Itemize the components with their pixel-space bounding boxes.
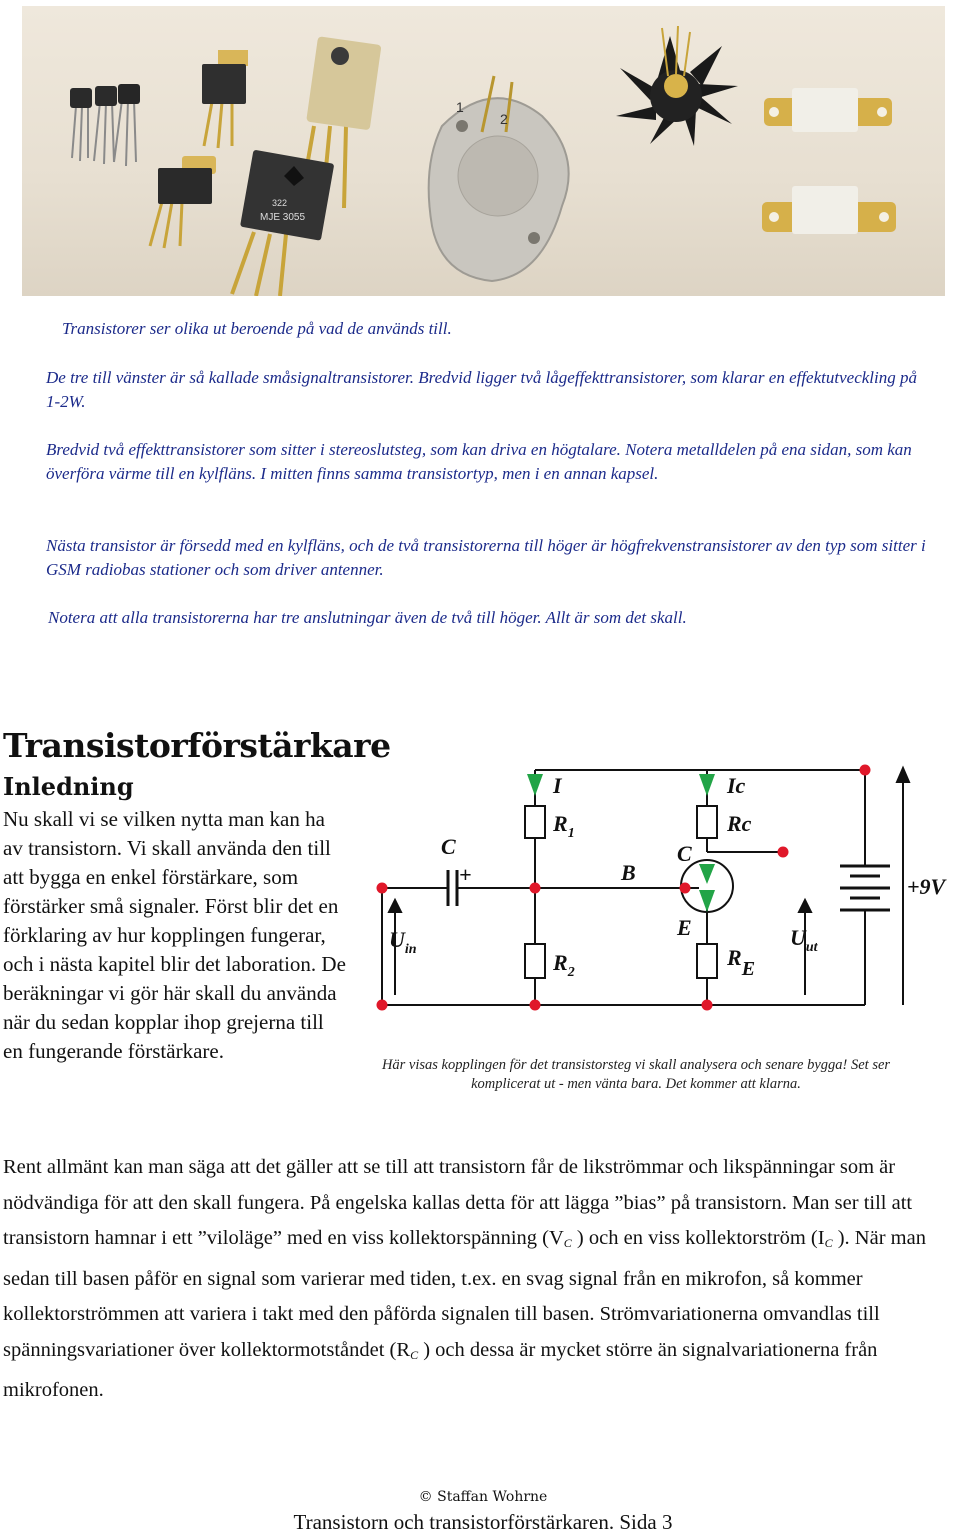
transistor-photo [22,6,945,296]
transistor-arrow-emitter [699,890,715,912]
current-arrow-i [527,774,543,796]
node-base [680,883,691,894]
current-arrow-ic [699,774,715,796]
resistor-rc [697,806,717,838]
photo-caption-2 [46,366,926,438]
resistor-re [697,944,717,978]
body-paragraph [3,1150,953,1409]
photo-part-label-2: 2 [500,111,508,127]
caption-text: Notera att alla transistorerna har tre anslutningar även de två till höger. Allt är som det skall. [48,608,687,627]
heatsink-transistor [616,26,738,146]
label-ic: Ic [727,773,746,798]
caption-text: Nästa transistor är försedd med en kylfläns, och de två transistorerna till höger är högfrekvenstransistorer av den typ som sitter i GSM radiobas stationer och som driver antenner. [46,536,926,579]
section-subtitle: Inledning [3,772,134,801]
label-plus: + [459,862,472,887]
node-supply [860,765,871,776]
photo-caption-3 [46,438,926,510]
label-supply-voltage: +9V [907,874,946,899]
capacitor-symbol [448,870,457,906]
label-uut: $U_{ut}$ [790,925,818,955]
body-text-1: Rent allmänt kan man säga att det gäller att se till att transistorn får de likströmmar och likspänningar som är nödvändiga för att den skall fungera. På engelska kallas detta för att lägga ”bias” på transistorn. Man ser till att transistorn hamnar i ett ”viloläge” med en viss kollektorspänning (V [3,1156,913,1249]
low-power-transistor-bottom [150,156,216,248]
body-text-2: ) och en viss kollektorström (I [571,1227,825,1249]
subscript-c: C [824,1236,833,1250]
label-r2: $R_2$ [553,950,575,980]
rf-transistor-bottom [762,186,896,234]
transistor-photo-drawing [22,6,945,296]
power-transistor-mje3055 [232,150,334,296]
low-power-transistor-top [202,50,248,148]
body-text-4: ) och dessa är mycket större än signalvariationerna från mikrofonen. [3,1338,878,1401]
photo-caption-1 [62,317,922,365]
footer-copyright: © Staffan Wohrne [418,1489,548,1505]
label-uin: $U_{in}$ [389,927,417,957]
circuit-wires [382,770,865,1005]
caption-text: Bredvid två effekttransistorer som sitter i stereoslutsteg, som kan driva en högtalare. Notera metalldelen på ena sidan, som kan överföra värme till en kylfläns. I mitten finns samma transistortyp, men i en annan kapsel. [46,440,912,483]
subscript-c: C [410,1347,419,1362]
label-re: RE [727,945,756,980]
resistor-r2 [525,944,545,978]
label-collector: C [677,841,692,866]
node-input-bottom [377,1000,388,1011]
label-i: I [553,773,562,798]
caption-text: De tre till vänster är så kallade småsignaltransistorer. Bredvid ligger två lågeffekttransistorer, som klarar en effektutveckling på 1-2W. [46,368,917,411]
node-collector-out [778,847,789,858]
transistor-arrow-down [699,864,715,884]
resistor-r1 [525,806,545,838]
section-title: Transistorförstärkare [3,726,391,765]
battery-symbol [840,866,890,910]
subscript-c: C [563,1236,572,1250]
photo-part-label-322: 322 [272,198,288,208]
photo-part-label-mje3055: MJE 3055 [260,212,306,223]
node-r2-ground [530,1000,541,1011]
small-signal-transistors [70,84,140,166]
label-capacitor: C [441,834,456,859]
caption-text: Transistorer ser olika ut beroende på vad de används till. [62,319,452,338]
node-re-ground [702,1000,713,1011]
to3-metal-transistor [429,76,569,281]
label-r1: $R_1$ [553,811,575,841]
node-base-divider [530,883,541,894]
label-base: B [621,860,636,885]
rf-transistor-top [764,88,892,132]
intro-paragraph: Nu skall vi se vilken nytta man kan ha av transistorn. Vi skall använda den till att bygga en enkel förstärkare, som förstärker små signaler. Först blir det en förklaring av hur kopplingen fungerar, och i nästa kapitel blir det laboration. De beräkningar vi gör här skall du använda när du sedan kopplar ihop grejerna till en fungerande förstärkare. [3,807,346,1063]
label-emitter: E [677,915,692,940]
node-input-top [377,883,388,894]
photo-caption-4 [46,534,926,606]
body-text-3: ). När man sedan till basen påför en signal som varierar med tiden, t.ex. en svag signal från en mikrofon, så kommer kollektorströmmen att variera i takt med den påförda signalen till basen. Strömvariationerna omvandlas till spänningsvariationer över kollektormotståndet (R [3,1227,926,1361]
amplifier-circuit-diagram [365,760,960,1015]
label-rc: Rc [727,811,752,836]
photo-caption-5 [48,606,928,654]
circuit-caption: Här visas kopplingen för det transistorsteg vi skall analysera och senare bygga! Set ser komplicerat ut - men vänta bara. Det kommer att klarna. [381,1057,891,1092]
footer-page-title: Transistorn och transistorförstärkaren. Sida 3 [293,1510,673,1534]
photo-part-label-1: 1 [456,99,464,115]
